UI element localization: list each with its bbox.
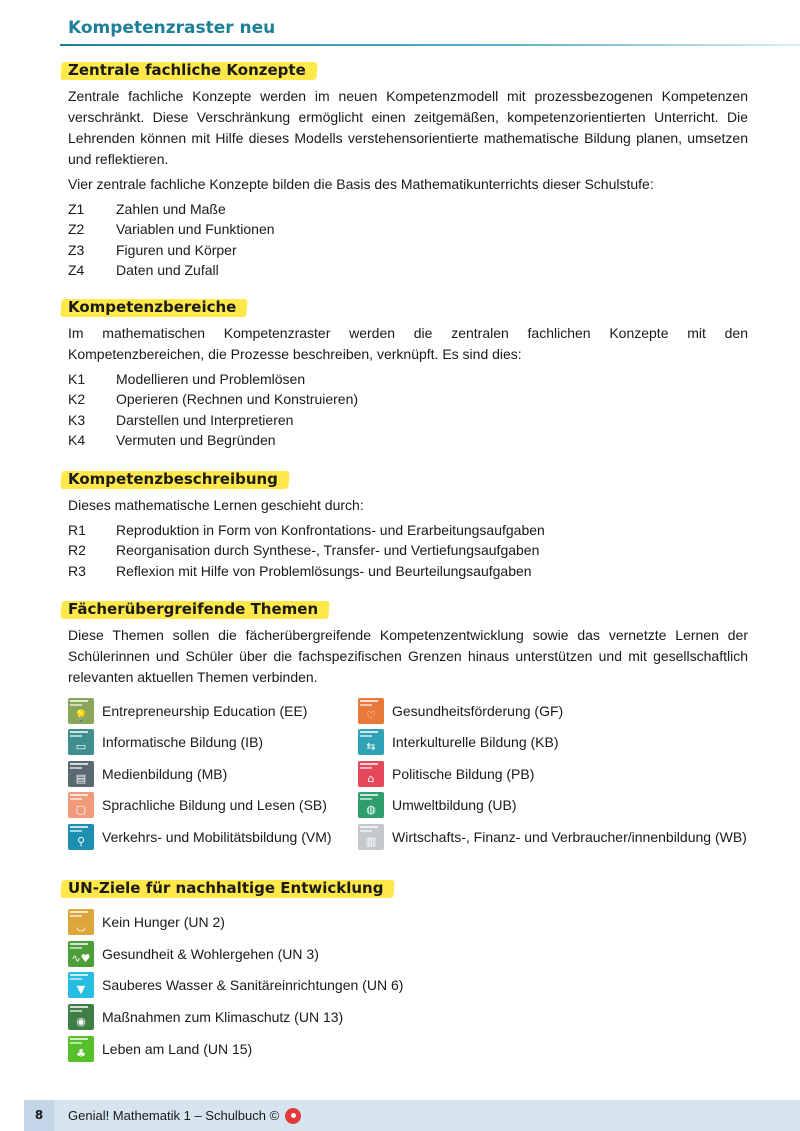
list-code: R2 — [68, 542, 86, 559]
icon-glyph: ⌂ — [367, 771, 375, 785]
un-goal-item — [68, 906, 748, 938]
list-label: Daten und Zufall — [116, 261, 219, 278]
media-icon — [68, 761, 94, 787]
section-areas — [68, 297, 748, 450]
section-heading: Kompetenzbeschreibung — [65, 469, 281, 489]
icon-glyph: ♣ — [76, 1047, 86, 1061]
list-item — [68, 561, 748, 581]
list-code: Z2 — [68, 221, 85, 238]
item-label: Verkehrs- und Mobilitätsbildung (VM) — [102, 828, 332, 845]
item-label: Sprachliche Bildung und Lesen (SB) — [102, 797, 327, 814]
un-goal-item — [68, 1001, 748, 1033]
list-item — [68, 240, 748, 260]
list-item — [68, 540, 748, 560]
icon-glyph: ▢ — [75, 803, 87, 817]
list-label: Figuren und Körper — [116, 241, 237, 258]
handshake-icon — [358, 729, 384, 755]
description-list — [68, 520, 748, 581]
theme-item — [358, 695, 758, 727]
icon-glyph: ♡ — [366, 708, 376, 722]
laptop-icon — [68, 729, 94, 755]
paragraph: Diese Themen sollen die fächerübergreifende Kompetenzentwicklung sowie das vernetzte Lernen der Schülerinnen und Schüler über die fachspezifischen Grenzen hinaus unterstützen und mit gesellschaftlich relevanten aktuellen Themen verbinden. — [68, 627, 748, 685]
concept-list — [68, 199, 748, 280]
un-goal-item — [68, 938, 748, 970]
area-list — [68, 369, 748, 450]
paragraph: Zentrale fachliche Konzepte werden im neuen Kompetenzmodell mit prozessbezogenen Kompetenzen verschränkt. Diese Verschränkung ermöglicht einen zeitgemäßen, kompetenzorientierten Unterricht. Die Lehrenden können mit Hilfe dieses Modells verstehensorientierte mathematische Bildung planen, umsetzen und reflektieren. — [68, 88, 748, 167]
theme-item — [68, 790, 358, 822]
item-label: Medienbildung (MB) — [102, 765, 228, 782]
title-rule — [60, 44, 800, 46]
icon-glyph: ▼ — [76, 983, 86, 997]
heart-icon — [358, 698, 384, 724]
list-item — [68, 199, 748, 219]
icon-glyph: ◍ — [366, 803, 376, 817]
list-label: Reproduktion in Form von Konfrontations- und Erarbeitungsaufgaben — [116, 522, 545, 538]
lightbulb-icon — [68, 698, 94, 724]
theme-item — [68, 727, 358, 759]
list-code: Z3 — [68, 241, 85, 258]
book-icon — [68, 792, 94, 818]
theme-item — [358, 727, 758, 759]
page-title: Kompetenzraster neu — [68, 18, 276, 38]
paragraph: Dieses mathematische Lernen geschieht durch: — [68, 497, 364, 513]
item-label: Wirtschafts-, Finanz- und Verbraucher/innenbildung (WB) — [392, 828, 747, 845]
list-item — [68, 389, 748, 409]
list-label: Variablen und Funktionen — [116, 221, 275, 238]
item-label: Kein Hunger (UN 2) — [102, 913, 225, 930]
theme-grid — [68, 695, 748, 853]
list-code: Z4 — [68, 261, 85, 278]
item-label: Sauberes Wasser & Sanitäreinrichtungen (UN 6) — [102, 977, 404, 994]
theme-item — [358, 758, 758, 790]
bicycle-icon — [68, 824, 94, 850]
list-item — [68, 369, 748, 389]
list-code: K2 — [68, 391, 86, 408]
item-label: Gesundheit & Wohlergehen (UN 3) — [102, 945, 319, 962]
section-un-goals — [68, 878, 748, 1065]
icon-glyph: ◉ — [76, 1015, 86, 1029]
paragraph: Im mathematischen Kompetenzraster werden die zentralen fachlichen Konzepte mit den Kompetenzbereichen, die Prozesse beschreiben, verknüpft. Es sind dies: — [68, 325, 748, 362]
list-code: R3 — [68, 562, 86, 579]
item-label: Maßnahmen zum Klimaschutz (UN 13) — [102, 1009, 344, 1026]
item-label: Interkulturelle Bildung (KB) — [392, 734, 559, 751]
list-item — [68, 260, 748, 280]
list-code: R1 — [68, 522, 86, 538]
list-item — [68, 410, 748, 430]
eye-globe-icon — [68, 1004, 94, 1030]
un-goal-item — [68, 970, 748, 1002]
chart-icon — [358, 824, 384, 850]
section-heading: Fächerübergreifende Themen — [65, 599, 321, 619]
section-heading: Kompetenzbereiche — [65, 297, 239, 317]
item-label: Umweltbildung (UB) — [392, 797, 517, 814]
un-goal-item — [68, 1033, 748, 1065]
list-label: Vermuten und Begründen — [116, 431, 276, 448]
list-label: Operieren (Rechnen und Konstruieren) — [116, 391, 359, 408]
theme-item — [68, 695, 358, 727]
section-heading: UN-Ziele für nachhaltige Entwicklung — [65, 878, 386, 898]
list-item — [68, 430, 748, 450]
icon-glyph: ▥ — [365, 834, 377, 848]
list-code: K4 — [68, 431, 86, 448]
list-label: Reflexion mit Hilfe von Problemlösungs- und Beurteilungsaufgaben — [116, 562, 532, 579]
un-goal-list — [68, 906, 748, 1065]
section-heading: Zentrale fachliche Konzepte — [65, 60, 309, 80]
theme-item — [358, 821, 758, 853]
footer-label: Genial! Mathematik 1 – Schulbuch © — [68, 1108, 280, 1123]
item-label: Informatische Bildung (IB) — [102, 734, 264, 751]
icon-glyph: ▭ — [75, 740, 87, 754]
icon-glyph: ⇆ — [366, 740, 376, 754]
section-themes — [68, 599, 748, 853]
theme-item — [68, 758, 358, 790]
item-label: Entrepreneurship Education (EE) — [102, 702, 308, 719]
parliament-icon — [358, 761, 384, 787]
globe-icon — [358, 792, 384, 818]
theme-item — [68, 821, 358, 853]
paragraph: Vier zentrale fachliche Konzepte bilden die Basis des Mathematikunterrichts dieser Schulstufe: — [68, 176, 654, 192]
icon-glyph: 💡 — [74, 708, 88, 722]
water-icon — [68, 972, 94, 998]
list-code: K3 — [68, 411, 86, 428]
section-concepts — [68, 60, 748, 280]
icon-glyph: ◡ — [76, 919, 86, 933]
list-item — [68, 219, 748, 239]
tree-icon — [68, 1036, 94, 1062]
footer-text — [68, 1100, 301, 1131]
list-code: K1 — [68, 371, 86, 387]
icon-glyph: ∿♥ — [71, 951, 91, 965]
icon-glyph: ▤ — [75, 771, 87, 785]
section-description — [68, 469, 748, 581]
list-label: Modellieren und Problemlösen — [116, 371, 306, 387]
list-code: Z1 — [68, 201, 85, 217]
list-label: Zahlen und Maße — [116, 201, 226, 217]
list-item — [68, 520, 748, 540]
list-label: Darstellen und Interpretieren — [116, 411, 294, 428]
page-number: 8 — [24, 1100, 54, 1131]
item-label: Gesundheitsförderung (GF) — [392, 702, 564, 719]
heartbeat-icon — [68, 941, 94, 967]
icon-glyph: ⚲ — [76, 834, 86, 848]
publisher-logo-icon — [285, 1108, 301, 1124]
item-label: Politische Bildung (PB) — [392, 765, 535, 782]
list-label: Reorganisation durch Synthese-, Transfer- und Vertiefungsaufgaben — [116, 542, 540, 559]
item-label: Leben am Land (UN 15) — [102, 1041, 253, 1058]
bowl-icon — [68, 909, 94, 935]
theme-item — [358, 790, 758, 822]
